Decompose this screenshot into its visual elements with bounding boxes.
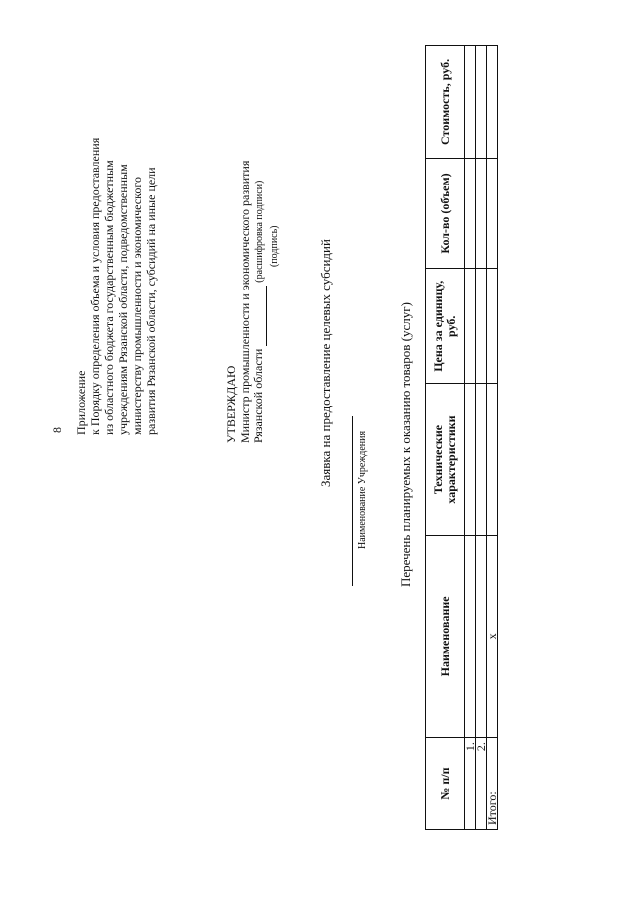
header-cost: Стоимость, руб. xyxy=(426,46,465,159)
table-row xyxy=(476,46,487,830)
cell-total-name: x xyxy=(487,535,498,738)
institution-caption: Наименование Учреждения xyxy=(357,430,368,549)
header-quantity: Кол-во (объем) xyxy=(426,158,465,268)
cell-total-specs xyxy=(487,384,498,535)
header-number: № п/п xyxy=(426,738,465,830)
institution-line xyxy=(352,416,353,586)
cell-total-price xyxy=(487,269,498,384)
cell-cost xyxy=(465,46,476,159)
annex-line: Приложение xyxy=(74,370,88,435)
cell-total-label: Итого: xyxy=(487,738,498,830)
cell-specs xyxy=(465,384,476,535)
cell-quantity xyxy=(465,158,476,268)
annex-block xyxy=(74,138,158,435)
goods-table xyxy=(425,45,498,830)
header-name: Наименование xyxy=(426,535,465,738)
annex-line: министерству промышленности и экономического xyxy=(130,177,144,435)
decryption-caption: (расшифровка подписи) xyxy=(254,180,265,283)
header-specs: Технические характеристики xyxy=(426,384,465,535)
approval-region: Рязанской области xyxy=(251,348,265,443)
cell-quantity xyxy=(476,158,487,268)
table-header-row xyxy=(426,46,465,830)
annex-line: развития Рязанской области, субсидий на иные цели xyxy=(144,167,158,435)
approval-title: УТВЕРЖДАЮ xyxy=(224,365,238,443)
cell-name xyxy=(465,535,476,738)
cell-number: 1. xyxy=(465,738,476,830)
request-title: Заявка на предоставление целевых субсидий xyxy=(318,239,333,487)
signature-caption: (подпись) xyxy=(268,225,280,267)
approval-line: Министр промышленности и экономического развития xyxy=(237,160,252,443)
cell-number: 2. xyxy=(476,738,487,830)
page-number: 8 xyxy=(50,427,64,433)
cell-price xyxy=(465,269,476,384)
cell-total-cost xyxy=(487,46,498,159)
annex-line: к Порядку определения объема и условия предоставления xyxy=(88,137,102,435)
table-row xyxy=(465,46,476,830)
header-unit-price: Цена за единицу, руб. xyxy=(426,269,465,384)
cell-total-quantity xyxy=(487,158,498,268)
list-title: Перечень планируемых к оказанию товаров (услуг) xyxy=(398,302,413,587)
annex-line: из областного бюджета государственным бюджетным xyxy=(102,160,116,435)
annex-line: учреждениям Рязанской области, подведомственным xyxy=(116,164,130,435)
signature-line xyxy=(256,286,267,346)
cell-specs xyxy=(476,384,487,535)
cell-cost xyxy=(476,46,487,159)
table-total-row xyxy=(487,46,498,830)
approval-line-2 xyxy=(252,161,267,443)
cell-price xyxy=(476,269,487,384)
approval-block xyxy=(225,161,281,443)
